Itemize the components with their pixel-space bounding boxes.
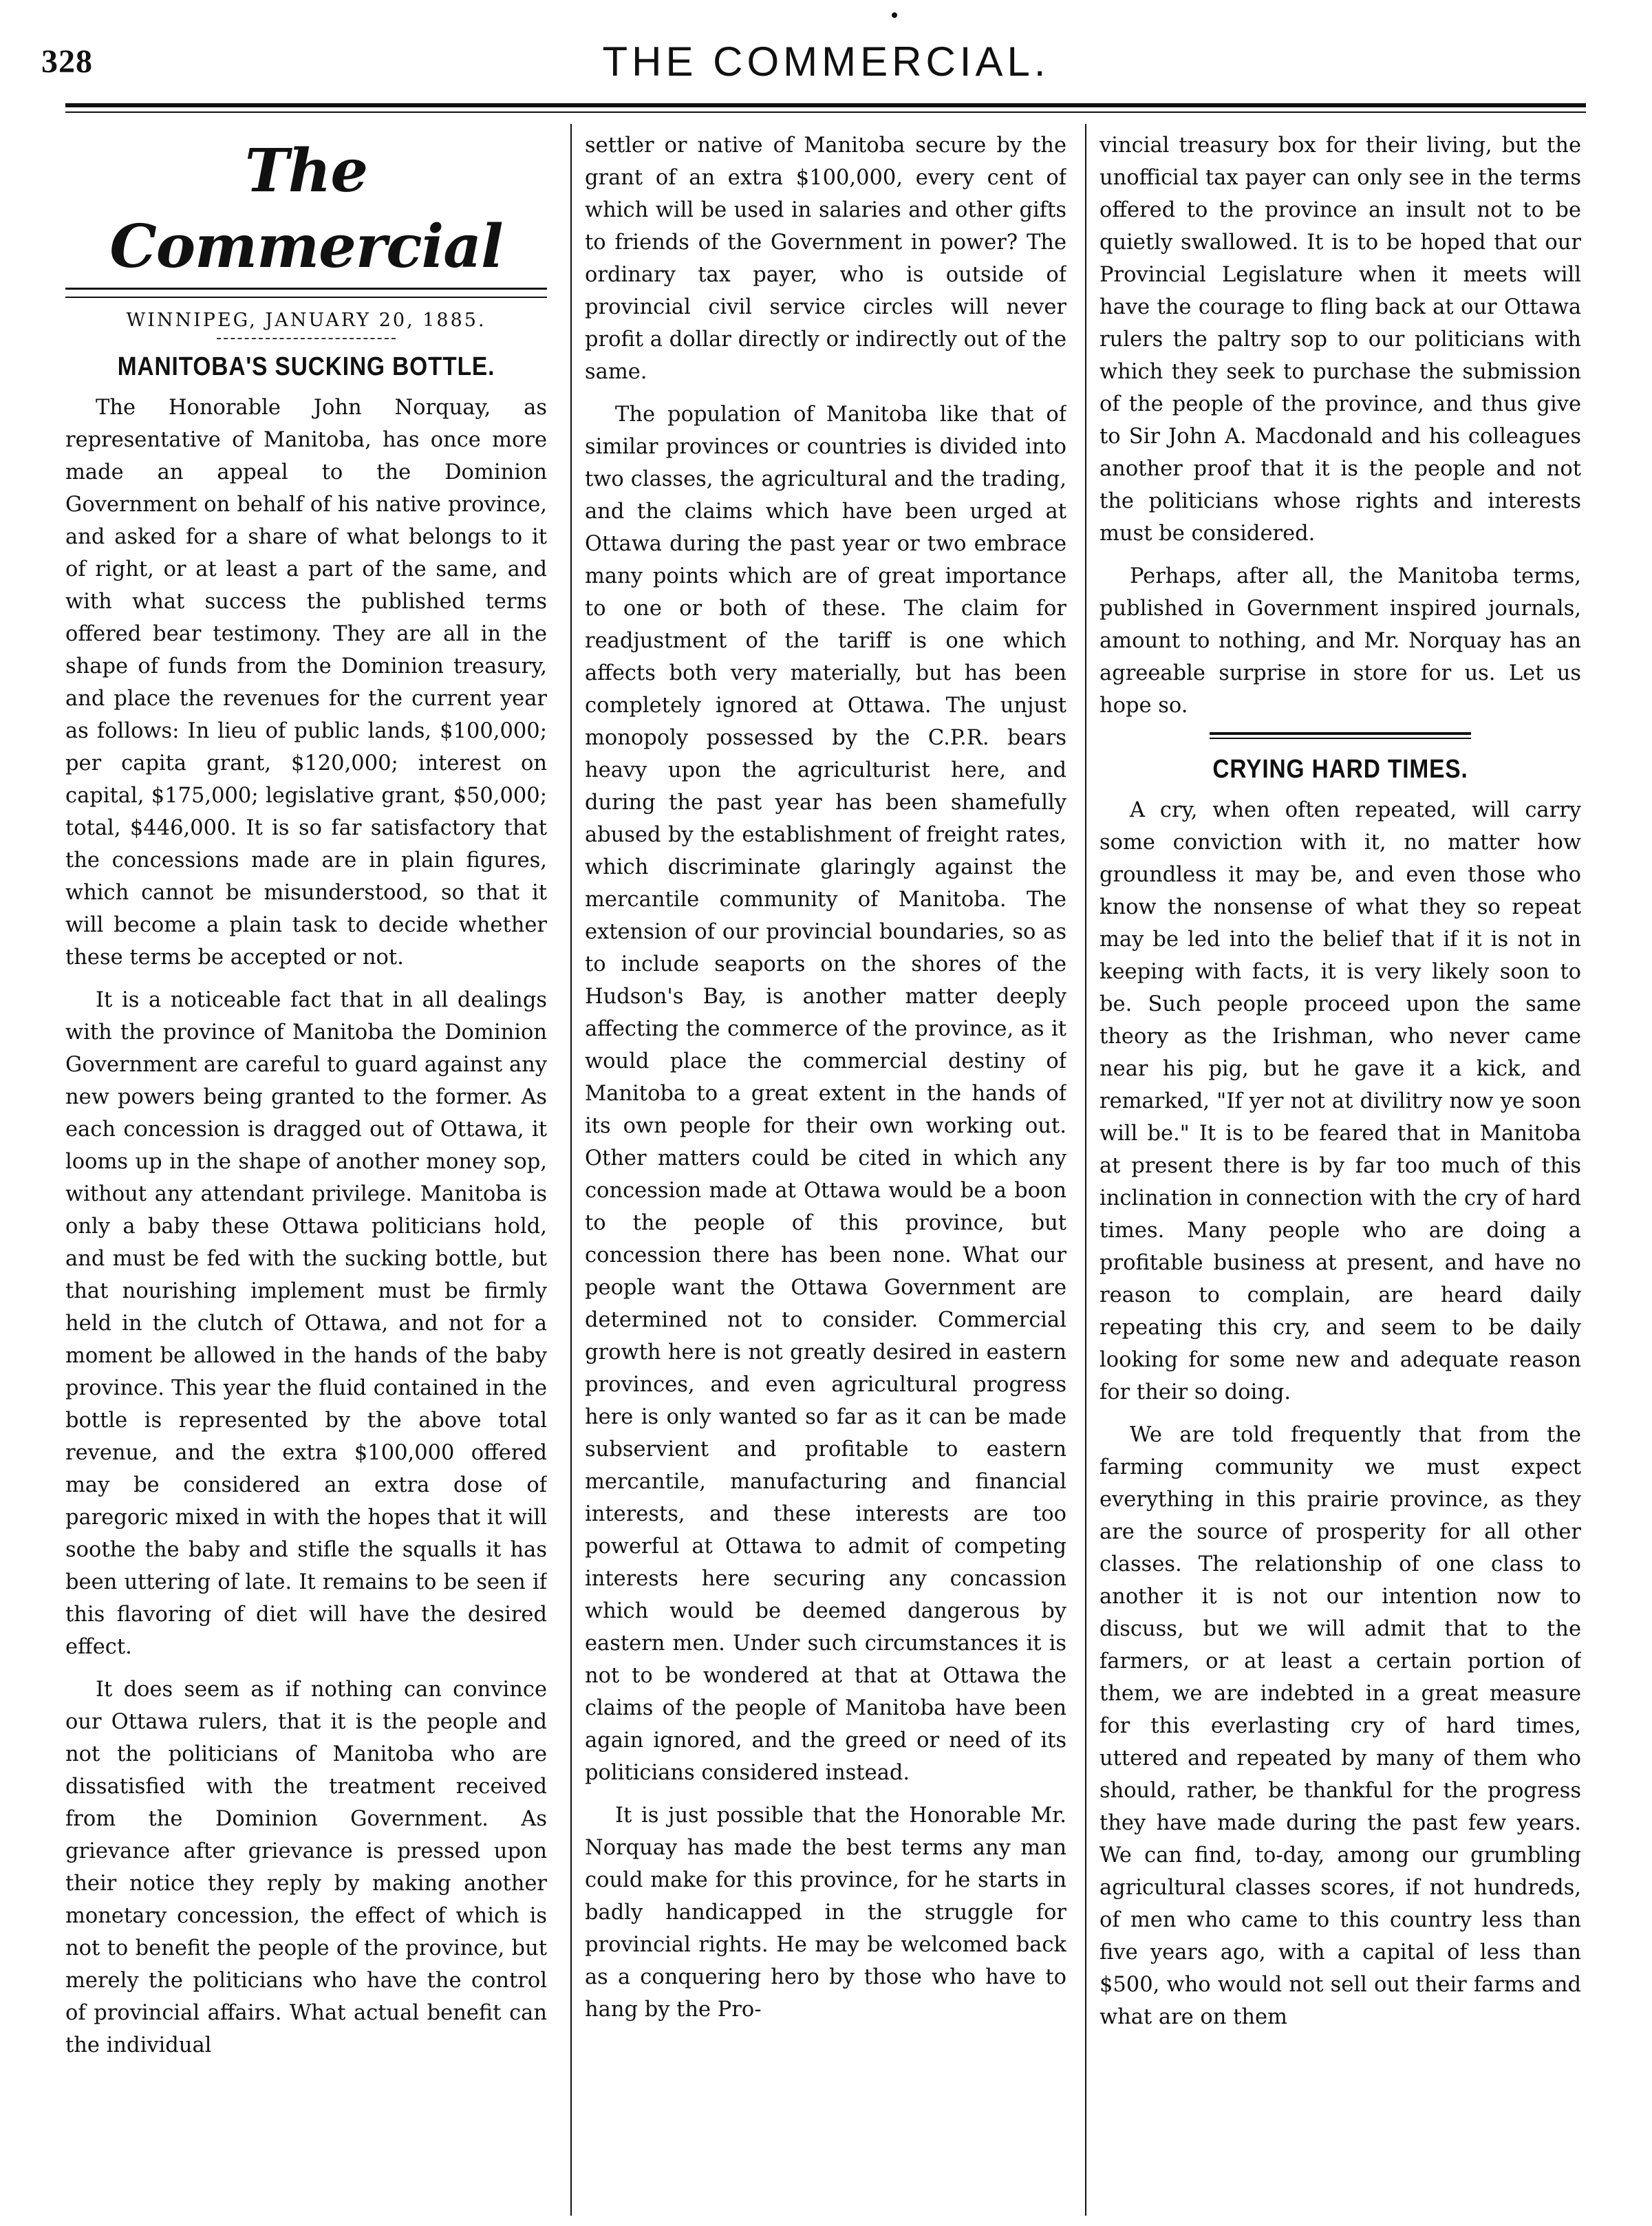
column-3 — [1099, 129, 1581, 2201]
column-rule-2 — [1085, 124, 1086, 2216]
column-2 — [585, 129, 1066, 2201]
article-separator-rule — [1210, 732, 1471, 739]
article-paragraph: It does seem as if nothing can convince our Ottawa rulers, that it is the people and not the politicians of Manitoba who are dissatisfied with the treatment received from the Dominion Government. As grievance after grievance is pressed upon their notice they reply by making another monetary concession, the effect of which is not to benefit the people of the province, but merely the politicians who have the control of provincial affairs. What actual benefit can the individual — [65, 1678, 547, 2057]
column-1 — [65, 129, 547, 2201]
masthead-title: The Commercial — [109, 136, 503, 281]
dateline: WINNIPEG, JANUARY 20, 1885. — [126, 310, 486, 331]
article-paragraph: settler or native of Manitoba secure by the grant of an extra $100,000, every cent of which will be used in salaries and other gifts to friends of the Government in power? The ordinary tax payer, who is outside of provincial civil service circles will never profit a dollar directly or indirectly out of the same. — [585, 133, 1066, 384]
article-headline: MANITOBA'S SUCKING BOTTLE. — [117, 352, 495, 381]
article-paragraph: It is just possible that the Honorable Mr. Norquay has made the best terms any man could make for this province, for he starts in badly handicapped in the struggle for provincial rights. He may be welcomed back as a conquering hero by those who have to hang by the Pro- — [585, 1804, 1066, 2022]
printer-dot — [892, 12, 897, 18]
article-paragraph: A cry, when often repeated, will carry some conviction with it, no matter how groundless it may be, and even those who know the nonsense of what they so repeat may be led into the belief that if it is not in keeping with facts, it is very likely soon to be. Such people proceed upon the same theory as the Irishman, who never came near his pig, but he gave it a kick, and remarked, "If yer not at divilitry now ye soon will be." It is to be feared that in Manitoba at present there is by far too much of this inclination in connection with the cry of hard times. Many people who are doing a profitable business at present, and have no reason to complain, are heard daily repeating this cry, and seem to be daily looking for some new and adequate reason for their so doing. — [1099, 798, 1581, 1404]
header-rule-thick — [65, 103, 1586, 107]
masthead-rule — [65, 288, 547, 298]
running-title: THE COMMERCIAL. — [602, 39, 1050, 85]
page-header — [0, 0, 1652, 120]
article-paragraph: vincial treasury box for their living, but the unofficial tax payer can only see in the terms offered to the province an insult not to be quietly swallowed. It is to be hoped that our Provincial Legislature when it meets will have the courage to fling back at our Ottawa rulers the paltry sop to our politicians with which they seek to purchase the submission of the people of the province, and thus give to Sir John A. Macdonald and his colleagues another proof that it is the people and not the politicians whose rights and interests must be considered. — [1099, 133, 1581, 546]
article-paragraph: Perhaps, after all, the Manitoba terms, published in Government inspired journals, amount to nothing, and Mr. Norquay has an agreeable surprise in store for us. Let us hope so. — [1099, 564, 1581, 718]
article-headline: CRYING HARD TIMES. — [1212, 755, 1468, 784]
article-paragraph: The population of Manitoba like that of similar provinces or countries is divided into two classes, the agricultural and the trading, and the claims which have been urged at Ottawa during the past year or two embrace many points which are of great importance to one or both of these. The claim for readjustment of the tariff is one which affects both very materially, but has been completely ignored at Ottawa. The unjust monopoly possessed by the C.P.R. bears heavy upon the agriculturist here, and during the past year has been shamefully abused by the establishment of freight rates, which discriminate glaringly against the mercantile community of Manitoba. The extension of our provincial boundaries, so as to include seaports on the shores of the Hudson's Bay, is another matter deeply affecting the commerce of the province, as it would place the commercial destiny of Manitoba to a great extent in the hands of its own people for their own working out. Other matters could be cited in which any concession made at Ottawa would be a boon to the people of this province, but concession there has been none. What our people want the Ottawa Government are determined not to consider. Commercial growth here is not greatly desired in eastern provinces, and even agricultural progress here is only wanted so far as it can be made subservient and profitable to eastern mercantile, manufacturing and financial interests, and these interests are too powerful at Ottawa to admit of competing interests here securing any concassion which would be deemed dangerous by eastern men. Under such circumstances it is not to be wondered at that at Ottawa the claims of the people of Manitoba have been again ignored, and the greed or need of its politicians considered instead. — [585, 403, 1066, 1785]
article-paragraph: We are told frequently that from the farming community we must expect everything in this prairie province, as they are the source of prosperity for all other classes. The relationship of one class to another it is not our intention now to discuss, but we will admit that to the farmers, or at least a certain portion of them, we are indebted in a great measure for this everlasting cry of hard times, uttered and repeated by many of them who should, rather, be thankful for the progress they have made during the past few years. We can find, to-day, among our grumbling agricultural classes scores, if not hundreds, of men who came to this country less than five years ago, with a capital of less than $500, who would not sell out their farms and what are on them — [1099, 1423, 1581, 2029]
article-paragraph: The Honorable John Norquay, as representative of Manitoba, has once more made an appeal to the Dominion Government on behalf of his native province, and asked for a share of what belongs to it of right, or at least a part of the same, and with what success the published terms offered bear testimony. They are all in the shape of funds from the Dominion treasury, and place the revenues for the current year as follows: In lieu of public lands, $100,000; per capita grant, $120,000; interest on capital, $175,000; legislative grant, $50,000; total, $446,000. It is so far satisfactory that the concessions made are in plain figures, which cannot be misunderstood, so that it will become a plain task to decide whether these terms be accepted or not. — [65, 396, 547, 970]
column-rule-1 — [570, 124, 572, 2216]
dateline-rule — [217, 338, 396, 339]
article-paragraph: It is a noticeable fact that in all dealings with the province of Manitoba the Dominion Government are careful to guard against any new powers being granted to the former. As each concession is dragged out of Ottawa, it looms up in the shape of another money sop, without any attendant privilege. Manitoba is only a baby these Ottawa politicians hold, and must be fed with the sucking bottle, but that nourishing implement must be firmly held in the clutch of Ottawa, and not for a moment be allowed in the hands of the baby province. This year the fluid contained in the bottle is represented by the above total revenue, and the extra $100,000 offered may be considered an extra dose of paregoric mixed in with the hopes that it will soothe the baby and stifle the squalls it has been uttering of late. It remains to be seen if this flavoring of diet will have the desired effect. — [65, 988, 547, 1659]
header-rule-thin — [65, 111, 1586, 113]
page-number: 328 — [41, 43, 93, 80]
